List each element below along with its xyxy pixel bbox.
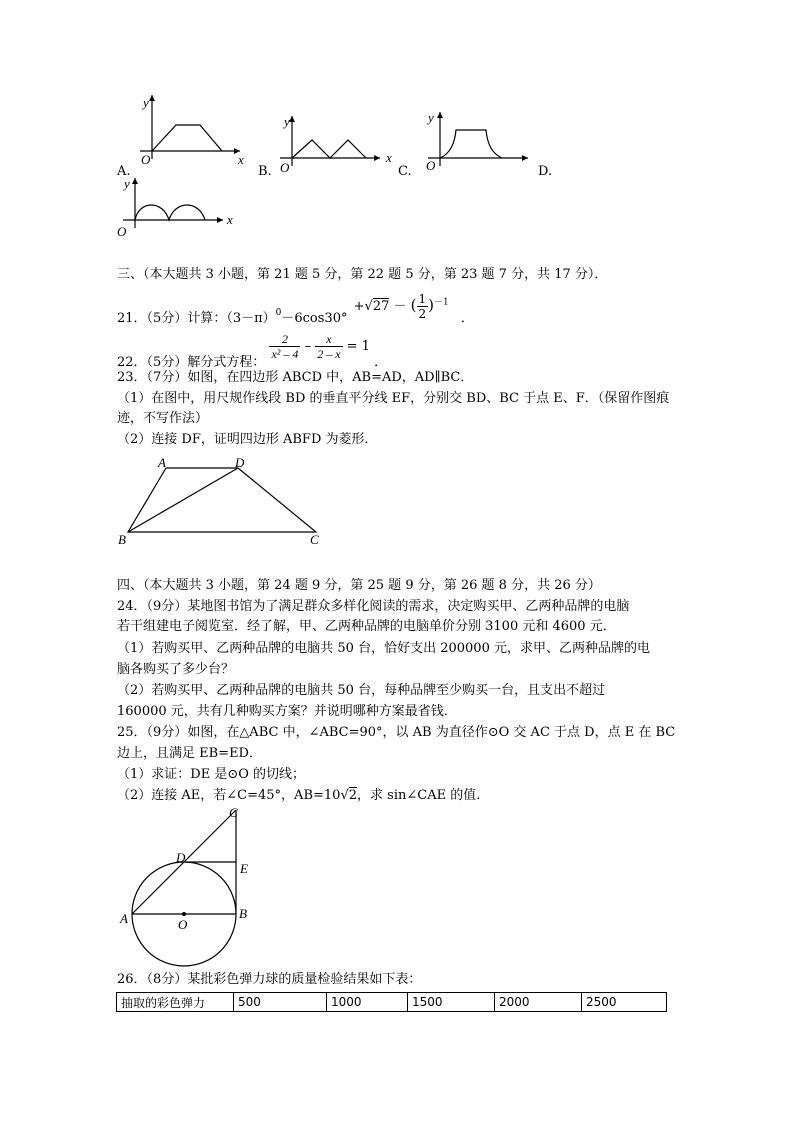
q22-text: 22．（5分）解分式方程： (117, 355, 266, 370)
minus-operator: – (304, 339, 312, 354)
sqrt-sign: √ (340, 788, 349, 803)
q25-part2-end: ，求 sin∠CAE 的值． (357, 788, 490, 803)
origin-label: O (280, 160, 290, 175)
neg-one-exponent: －1 (434, 297, 449, 308)
f2-denominator: 2 – x (317, 347, 341, 361)
table-cell: 1500 (408, 993, 495, 1012)
q25-part2 (117, 787, 489, 805)
table-header-cell: 抽取的彩色弹力 (117, 993, 234, 1012)
f2-numerator: x (315, 332, 342, 347)
graph-option-a (140, 95, 260, 175)
q23-title: 23．（7分）如图，在四边形 ABCD 中，AB=AD，AD∥BC． (117, 370, 474, 385)
axis-x-label: x (386, 150, 392, 165)
q25-line1: 25．（9分）如图，在△ABC 中，∠ABC=90°，以 AB 为直径作⊙O 交 AC 于点 D，点 E 在 BC (117, 725, 676, 740)
q25-radicand: 2 (348, 788, 358, 803)
fraction-1 (269, 332, 300, 361)
q23-part1-line1: （1）在图中，用尺规作线段 BD 的垂直平分线 EF，分别交 BD、BC 于点 E、F．（保留作图痕 (117, 391, 670, 406)
axis-x-label: x (227, 212, 233, 227)
option-a-label: A. (117, 164, 131, 179)
q21-cos-term: －6cos30° (281, 311, 348, 326)
axis-y-label: y (124, 176, 130, 191)
axis-y-label: y (428, 110, 434, 125)
table-cell: 500 (234, 993, 327, 1012)
point-c-label: C (229, 805, 238, 820)
question-22 (117, 326, 388, 370)
q21-text: 21．（5分）计算：（3－π） (117, 311, 276, 326)
q24-part2-line2: 160000 元，共有几种购买方案？并说明哪种方案最省钱． (117, 704, 457, 719)
table-cell: 2000 (495, 993, 582, 1012)
q22-equation (269, 332, 374, 361)
half-numerator: 1 (418, 292, 427, 306)
vertex-b-label: B (118, 532, 126, 547)
graph-option-b (280, 116, 400, 176)
q25-part2-start: （2）连接 AE，若∠C=45°，AB=10 (117, 788, 341, 803)
question-21 (117, 294, 474, 324)
f1-numerator: 2 (269, 332, 300, 347)
q21-radicand: 27 (372, 299, 390, 314)
equals-one: = 1 (346, 339, 370, 354)
q25-part1: （1）求证：DE 是⊙O 的切线； (117, 767, 305, 782)
q21-minus: － (393, 299, 407, 314)
q22-end: ． (374, 355, 388, 370)
f1-denominator: x² – 4 (271, 347, 299, 361)
q23-part1-line2: 迹，不写作法） (117, 411, 209, 426)
axis-y-label: y (143, 95, 149, 110)
table-row (117, 993, 667, 1012)
axis-x-label: x (238, 152, 244, 167)
fraction-half (417, 292, 429, 321)
point-b-label: B (239, 906, 247, 921)
section4-heading: 四、（本大题共 3 小题，第 24 题 9 分，第 25 题 9 分，第 26 题 8 分，共 26 分） (117, 578, 601, 593)
q24-part2-line1: （2）若购买甲、乙两种品牌的电脑共 50 台，每种品牌至少购买一台，且支出不超过 (117, 683, 606, 698)
fraction-2 (315, 332, 342, 361)
axis-y-label: y (284, 114, 290, 129)
section3-heading: 三、（本大题共 3 小题，第 21 题 5 分，第 22 题 5 分，第 23 题 7 分，共 17 分）． (117, 267, 608, 282)
open-paren: ( (410, 296, 417, 314)
q24-line2: 若干组建电子阅览室．经了解，甲、乙两种品牌的电脑单价分别 3100 元和 4600 元． (117, 619, 616, 634)
q21-zero-exponent: 0 (275, 307, 282, 318)
q24-part1-line2: 脑各购买了多少台？ (117, 662, 235, 677)
q23-trapezoid-figure (116, 455, 336, 545)
q21-end: ． (460, 311, 474, 326)
q25-circle-figure (116, 805, 266, 935)
vertex-c-label: C (310, 532, 319, 547)
point-d-label: D (176, 850, 186, 865)
q21-plus: + (353, 299, 365, 314)
point-a-label: A (120, 911, 128, 926)
center-o-label: O (178, 917, 188, 932)
q21-expression (353, 292, 453, 321)
close-paren: ) (428, 296, 435, 314)
q23-part2: （2）连接 DF，证明四边形 ABFD 为菱形． (117, 432, 378, 447)
quality-table (116, 992, 667, 1012)
sqrt-sign: √ (364, 299, 373, 314)
graph-option-c (424, 112, 544, 174)
table-cell: 2500 (582, 993, 667, 1012)
point-e-label: E (240, 861, 248, 876)
origin-label: O (141, 152, 151, 167)
half-denominator: 2 (418, 307, 427, 321)
graph-option-d (117, 178, 237, 240)
origin-label: O (426, 158, 436, 173)
vertex-a-label: A (158, 455, 166, 470)
option-b-label: B. (258, 164, 272, 179)
option-d-label: D. (538, 164, 553, 179)
option-c-label: C. (398, 164, 412, 179)
q25-line2: 边上，且满足 EB=ED． (117, 746, 262, 761)
vertex-d-label: D (235, 455, 245, 470)
table-cell: 1000 (327, 993, 408, 1012)
q26-title: 26．（8分）某批彩色弹力球的质量检验结果如下表： (117, 972, 422, 987)
origin-label: O (117, 224, 127, 239)
q24-part1-line1: （1）若购买甲、乙两种品牌的电脑共 50 台，恰好支出 200000 元，求甲、乙两种品牌的电 (117, 641, 650, 656)
q24-line1: 24．（9分）某地图书馆为了满足群众多样化阅读的需求，决定购买甲、乙两种品牌的电脑 (117, 599, 630, 614)
